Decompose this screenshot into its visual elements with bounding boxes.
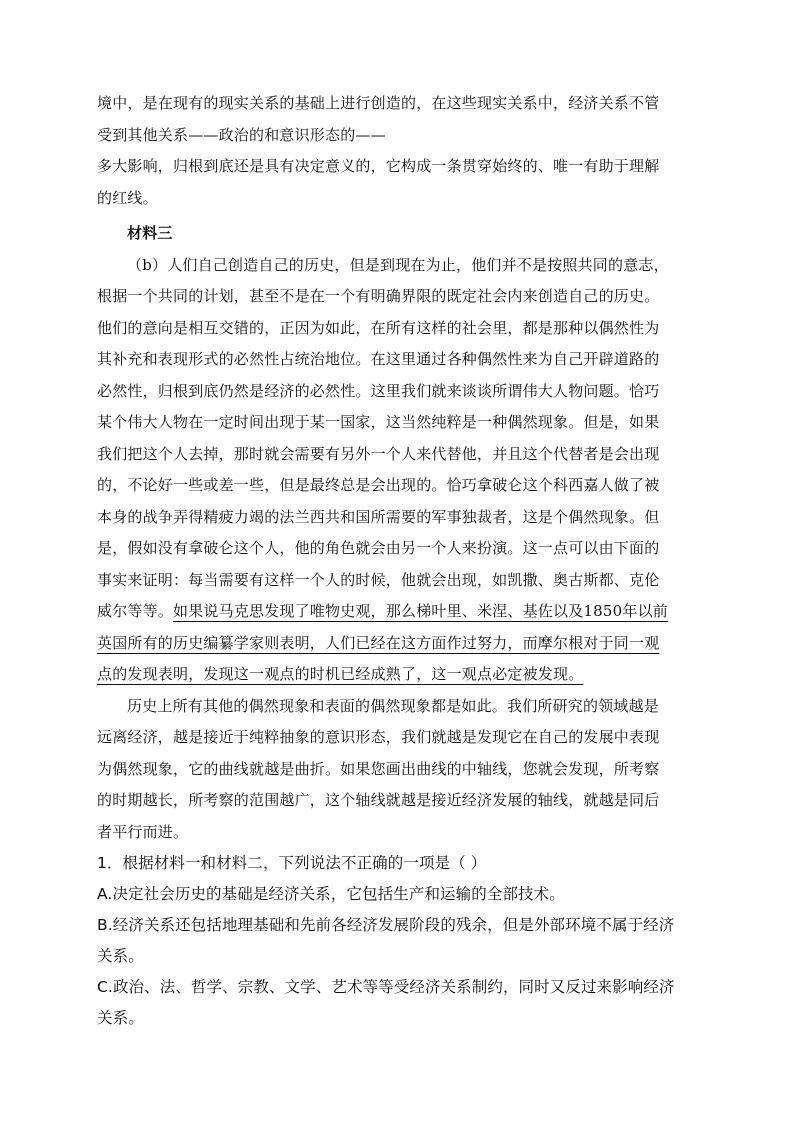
- underlined-sentence: 如果说马克思发现了唯物史观，那么梯叶里、米涅、基佐以及1850年以前: [173, 602, 668, 620]
- option-c: C.政治、法、哲学、宗教、文学、艺术等等受经济关系制约，同时又反过来影响经济: [97, 978, 675, 996]
- text-line: 历史上所有其他的偶然现象和表面的偶然现象都是如此。我们所研究的领域越是: [127, 696, 660, 715]
- text-line: 境中，是在现有的现实关系的基础上进行创造的，在这些现实关系中，经济关系不管: [97, 94, 660, 112]
- paragraph-continuation: [97, 88, 697, 214]
- option-b: B.经济关系还包括地理基础和先前各经济发展阶段的残余，但是外部环境不属于经济: [97, 916, 675, 934]
- text-line: 某个伟大人物在一定时间出现于某一国家，这当然纯粹是一种偶然现象。但是，如果: [97, 413, 660, 431]
- text-line: 的，不论好一些或差一些，但是最终总是会出现的。恰巧拿破仑这个科西嘉人做了被: [97, 476, 660, 494]
- text-line: 我们把这个人去掉，那时就会需要有另外一个人来代替他，并且这个代替者是会出现: [97, 444, 660, 463]
- text-line: [97, 659, 697, 691]
- text-line: 的时期越长，所考察的范围越广，这个轴线就越是接近经济发展的轴线，就越是同后: [97, 791, 660, 809]
- text-line: （b）人们自己创造自己的历史，但是到现在为止，他们并不是按照共同的意志，: [127, 255, 669, 274]
- text-line: 根据一个共同的计划，甚至不是在一个有明确界限的既定社会内来创造自己的历史。: [97, 287, 660, 305]
- question-one: [97, 848, 697, 1034]
- text-line: 者平行而进。: [97, 822, 189, 841]
- text-line: 本身的战争弄得精疲力竭的法兰西共和国所需要的军事独裁者，这是个偶然现象。但: [97, 507, 660, 526]
- text-line: [97, 596, 697, 628]
- document-page: [97, 88, 697, 1034]
- underlined-sentence: 英国所有的历史编纂学家则表明，人们已经在这方面作过努力，而摩尔根对于同一观: [97, 633, 660, 652]
- material-three-section: [97, 218, 697, 848]
- text-line: 多大影响，归根到底还是具有决定意义的，它构成一条贯穿始终的、唯一有助于理解: [97, 157, 660, 175]
- text-line: 的红线。: [97, 188, 158, 207]
- option-b-continued: 关系。: [97, 947, 144, 965]
- text-line: 必然性，归根到底仍然是经济的必然性。这里我们就来谈谈所谓伟大人物问题。恰巧: [97, 381, 660, 400]
- text-line: 为偶然现象，它的曲线就越是曲折。如果您画出曲线的中轴线，您就会发现，所考察: [97, 759, 660, 778]
- question-stem: 1．根据材料一和材料二，下列说法不正确的一项是（ ）: [97, 854, 487, 872]
- text-segment: 威尔等等。: [97, 602, 174, 620]
- text-line: [97, 628, 697, 660]
- text-line: 事实来证明：每当需要有这样一个人的时候，他就会出现，如凯撒、奥古斯都、克伦: [97, 570, 660, 589]
- text-line: 其补充和表现形式的必然性占统治地位。在这里通过各种偶然性来为自己开辟道路的: [97, 350, 660, 368]
- text-line: 他们的意向是相互交错的，正因为如此，在所有这样的社会里，都是那种以偶然性为: [97, 318, 660, 337]
- material-three-heading: 材料三: [127, 224, 173, 242]
- text-line: 受到其他关系——政治的和意识形态的——: [97, 125, 386, 144]
- underlined-sentence: 点的发现表明，发现这一观点的时机已经成熟了，这一观点必定被发现。: [97, 665, 584, 683]
- option-a: A.决定社会历史的基础是经济关系，它包括生产和运输的全部技术。: [97, 885, 565, 903]
- option-c-continued: 关系。: [97, 1009, 144, 1027]
- text-line: 远离经济，越是接近于纯粹抽象的意识形态，我们就越是发现它在自己的发展中表现: [97, 728, 660, 746]
- text-line: 是，假如没有拿破仑这个人，他的角色就会由另一个人来扮演。这一点可以由下面的: [97, 539, 660, 557]
